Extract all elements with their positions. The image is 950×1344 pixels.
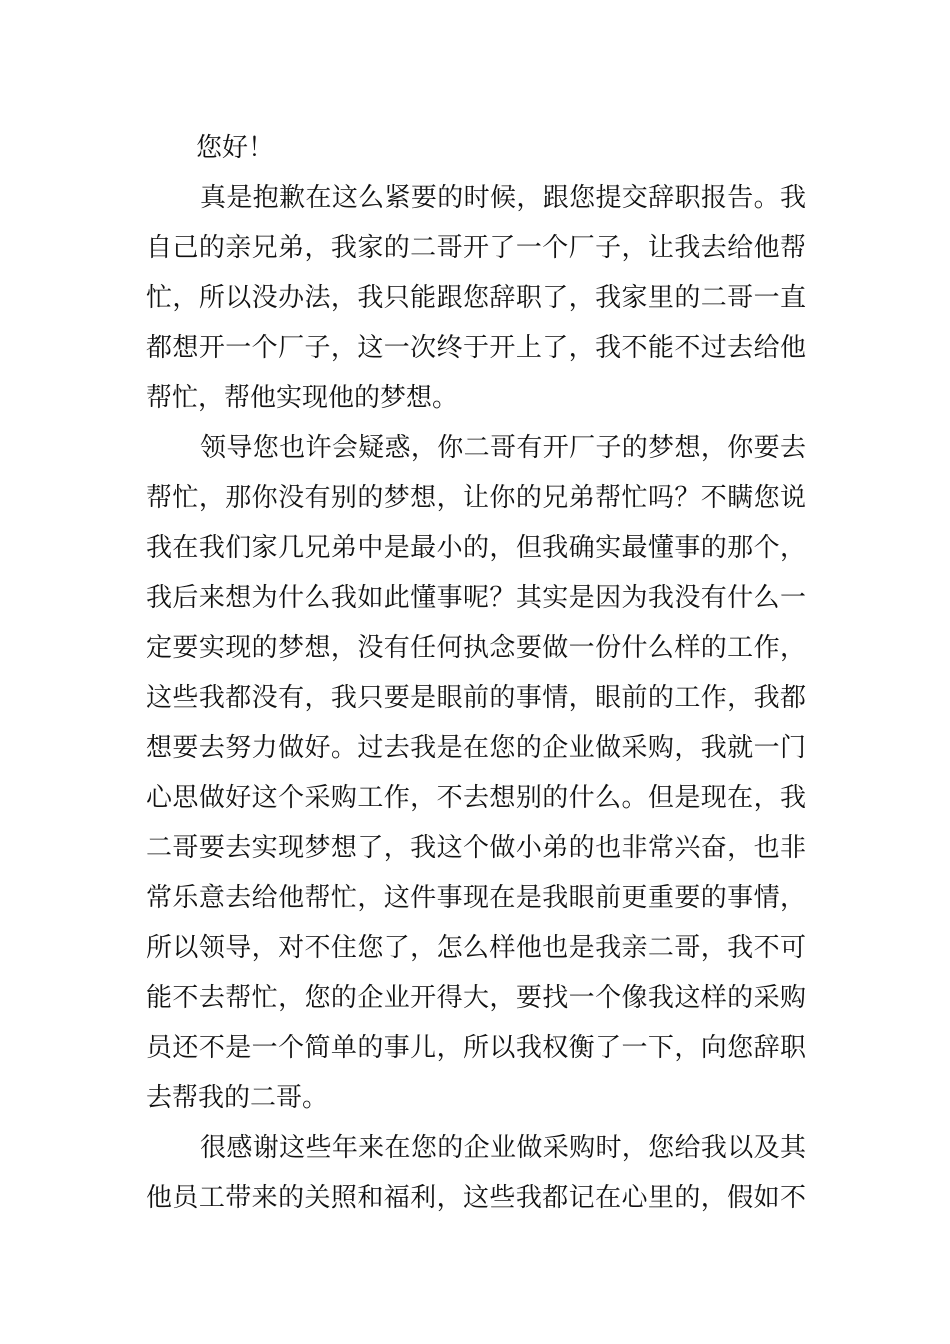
- paragraph-line: 很感谢这些年来在您的企业做采购时，您给我以及其: [200, 1133, 806, 1163]
- paragraph-line: 都想开一个厂子，这一次终于开上了，我不能不过去给他: [146, 333, 806, 363]
- paragraph-line: 他员工带来的关照和福利，这些我都记在心里的，假如不: [146, 1183, 806, 1213]
- paragraph-line: 忙，所以没办法，我只能跟您辞职了，我家里的二哥一直: [146, 283, 806, 313]
- paragraph-line: 常乐意去给他帮忙，这件事现在是我眼前更重要的事情，: [146, 883, 806, 913]
- paragraph-line: 真是抱歉在这么紧要的时候，跟您提交辞职报告。我: [200, 183, 806, 213]
- greeting: 您好！: [196, 133, 275, 163]
- paragraph-line: 能不去帮忙，您的企业开得大，要找一个像我这样的采购: [146, 983, 806, 1013]
- paragraph-line: 帮忙，帮他实现他的梦想。: [146, 383, 459, 413]
- paragraph-line: 这些我都没有，我只要是眼前的事情，眼前的工作，我都: [146, 683, 806, 713]
- paragraph-line: 心思做好这个采购工作，不去想别的什么。但是现在，我: [146, 783, 806, 813]
- paragraph-line: 自己的亲兄弟，我家的二哥开了一个厂子，让我去给他帮: [146, 233, 806, 263]
- paragraph-line: 想要去努力做好。过去我是在您的企业做采购，我就一门: [146, 733, 806, 763]
- paragraph-line: 领导您也许会疑惑，你二哥有开厂子的梦想，你要去: [200, 433, 806, 463]
- paragraph-line: 帮忙，那你没有别的梦想，让你的兄弟帮忙吗？不瞒您说: [146, 483, 806, 513]
- paragraph-line: 员还不是一个简单的事儿，所以我权衡了一下，向您辞职: [146, 1033, 806, 1063]
- paragraph-line: 定要实现的梦想，没有任何执念要做一份什么样的工作，: [146, 633, 806, 663]
- paragraph-line: 我后来想为什么我如此懂事呢？其实是因为我没有什么一: [146, 583, 806, 613]
- paragraph-line: 我在我们家几兄弟中是最小的，但我确实最懂事的那个，: [146, 533, 806, 563]
- paragraph-line: 去帮我的二哥。: [146, 1083, 329, 1113]
- paragraph-line: 二哥要去实现梦想了，我这个做小弟的也非常兴奋，也非: [146, 833, 806, 863]
- paragraph-line: 所以领导，对不住您了，怎么样他也是我亲二哥，我不可: [146, 933, 806, 963]
